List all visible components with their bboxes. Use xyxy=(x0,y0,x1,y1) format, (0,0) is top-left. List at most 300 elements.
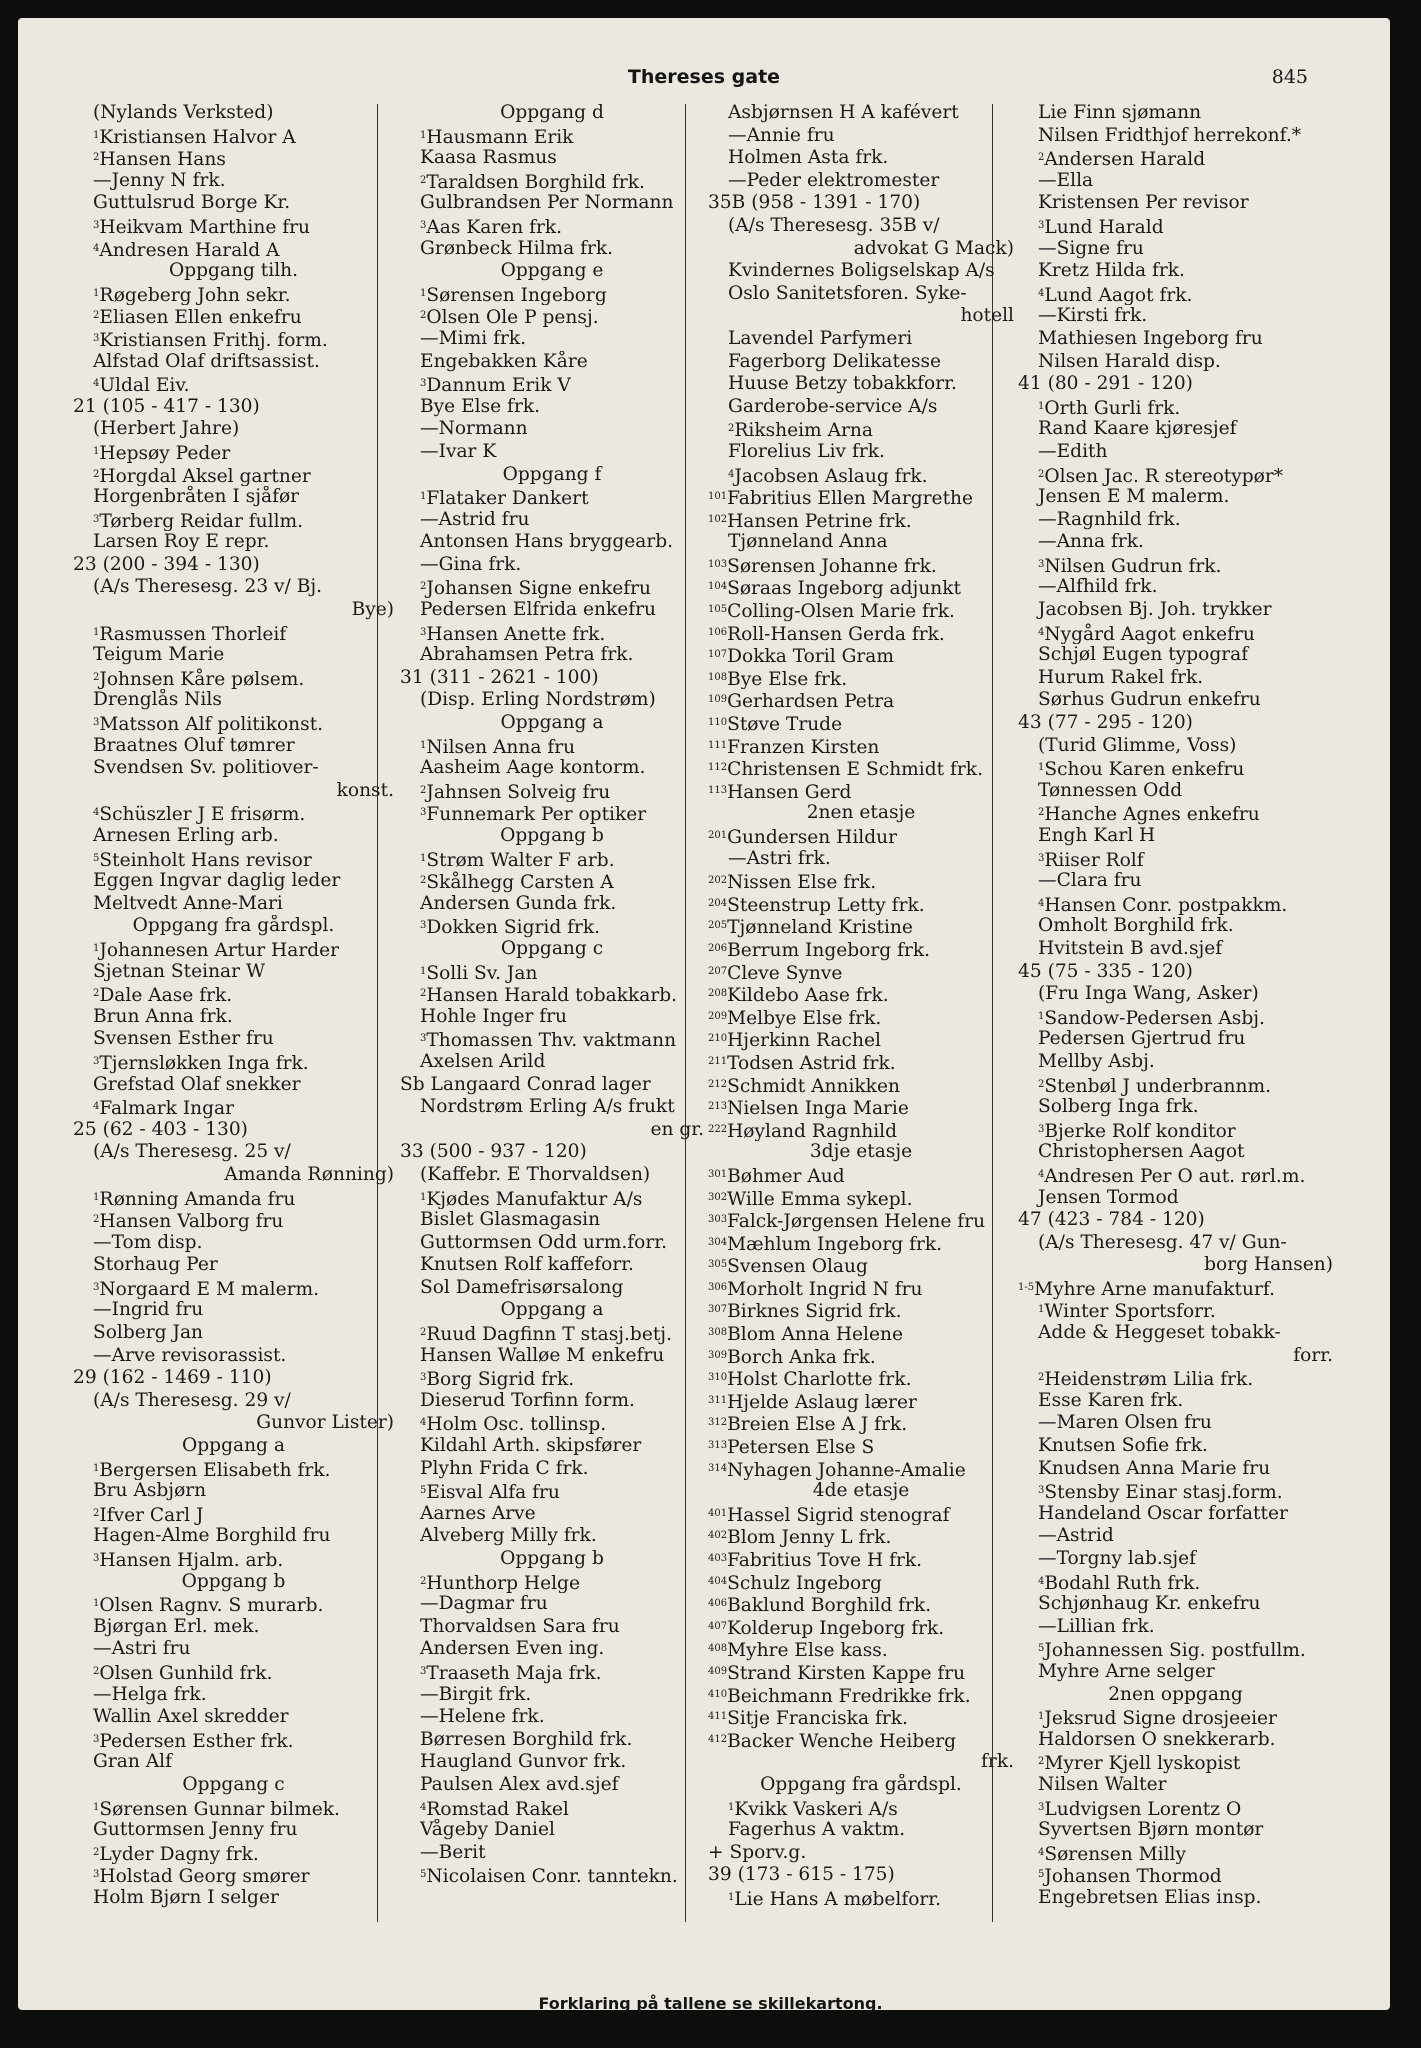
entry-text: Wille Emma sykepl. xyxy=(727,1188,913,1210)
entry-text: Bislet Glasmagasin xyxy=(420,1209,601,1231)
directory-entry xyxy=(73,961,394,984)
entry-text: Asbjørnsen H A kafévert xyxy=(728,102,959,123)
floor-number: 2 xyxy=(420,174,427,186)
floor-number: 3 xyxy=(93,1869,100,1881)
entry-text: Rasmussen Thorleif xyxy=(99,623,287,645)
entry-text: Steenstrup Letty frk. xyxy=(727,894,925,916)
floor-number: 1 xyxy=(1038,1711,1045,1723)
floor-number: 304 xyxy=(708,1236,728,1248)
directory-entry xyxy=(73,373,394,396)
entry-text: Borg Sigrid frk. xyxy=(426,1369,575,1390)
directory-entry xyxy=(1018,1051,1333,1074)
entry-text: Børresen Borghild frk. xyxy=(420,1728,633,1750)
directory-entry xyxy=(708,915,1014,938)
floor-number: 105 xyxy=(708,604,728,616)
floor-number: 1 xyxy=(420,965,427,977)
directory-entry xyxy=(73,1390,394,1413)
entry-text: Schou Karen enkefru xyxy=(1044,759,1245,780)
entry-text: Knutsen Sofie frk. xyxy=(1038,1435,1208,1457)
entry-text: Andersen Even ing. xyxy=(420,1638,605,1660)
directory-entry xyxy=(1018,757,1333,780)
entry-text: Jensen Tormod xyxy=(1038,1186,1179,1208)
directory-entry xyxy=(73,147,394,170)
entry-text: Sørensen Milly xyxy=(1044,1843,1186,1865)
directory-entry xyxy=(708,1006,1014,1029)
entry-text: (Kaffebr. E Thorvaldsen) xyxy=(420,1163,651,1185)
entry-text: Kjødes Manufaktur A/s xyxy=(426,1188,643,1210)
floor-number: 3 xyxy=(420,920,427,932)
entry-text: 39 (173 - 615 - 175) xyxy=(708,1864,895,1886)
entry-text: (Disp. Erling Nordstrøm) xyxy=(420,689,656,711)
directory-entry xyxy=(73,1006,394,1029)
entry-text: (A/s Theresesg. 25 v/ xyxy=(93,1141,291,1163)
directory-entry xyxy=(400,802,704,825)
floor-number: 1 xyxy=(728,1801,735,1813)
section-heading xyxy=(73,1774,394,1797)
entry-text: Bru Asbjørn xyxy=(93,1480,207,1502)
directory-entry xyxy=(708,509,1014,532)
entry-text: Baklund Borghild frk. xyxy=(727,1595,932,1616)
floor-number: 1 xyxy=(93,129,100,141)
entry-text: Sørensen Gunnar bilmek. xyxy=(99,1798,340,1820)
floor-number: 5 xyxy=(1038,1869,1045,1881)
entry-text: Melbye Else frk. xyxy=(727,1007,882,1029)
directory-entry xyxy=(1018,938,1333,961)
entry-text: Omholt Borghild frk. xyxy=(1038,915,1234,937)
directory-entry xyxy=(400,780,704,803)
directory-entry xyxy=(73,1209,394,1232)
directory-entry xyxy=(1018,125,1333,148)
directory-entry xyxy=(1018,1864,1333,1887)
entry-text: Uldal Eiv. xyxy=(99,375,190,396)
entry-text: Oslo Sanitetsforen. Syke- xyxy=(728,282,967,304)
directory-entry xyxy=(400,283,704,306)
floor-number: 3 xyxy=(1038,1801,1045,1813)
directory-entry xyxy=(73,441,394,464)
entry-text: Sol Damefrisørsalong xyxy=(420,1276,624,1298)
floor-number: 308 xyxy=(708,1327,728,1339)
directory-entry xyxy=(73,215,394,238)
directory-entry xyxy=(73,893,394,916)
directory-entry xyxy=(73,1819,394,1842)
floor-number: 303 xyxy=(708,1214,728,1226)
directory-entry xyxy=(73,599,394,622)
entry-text: Fagerhus A vaktm. xyxy=(728,1819,906,1841)
floor-number: 5 xyxy=(1038,1643,1045,1655)
directory-entry xyxy=(73,983,394,1006)
floor-number: 2 xyxy=(93,1507,100,1519)
directory-entry xyxy=(73,464,394,487)
entry-text: Winter Sportsforr. xyxy=(1044,1301,1216,1323)
floor-number: 2 xyxy=(420,581,427,593)
entry-text: Guttormsen Odd urm.forr. xyxy=(420,1231,668,1253)
entry-text: Falmark Ingar xyxy=(99,1098,235,1119)
entry-text: (A/s Theresesg. 35B v/ xyxy=(728,214,940,236)
directory-entry xyxy=(73,1616,394,1639)
entry-text: Holm Osc. tollinsp. xyxy=(426,1414,607,1436)
floor-number: 408 xyxy=(708,1643,728,1655)
floor-number: 108 xyxy=(708,671,728,683)
directory-entry xyxy=(708,1458,1014,1481)
entry-text: Søraas Ingeborg adjunkt xyxy=(727,578,962,600)
entry-text: Fagerborg Delikatesse xyxy=(728,350,942,372)
entry-text: Kvikk Vaskeri A/s xyxy=(734,1798,898,1820)
section-heading xyxy=(73,1571,394,1594)
floor-number: 3 xyxy=(420,626,427,638)
directory-entry xyxy=(400,1751,704,1774)
directory-entry xyxy=(708,1887,1014,1910)
directory-entry xyxy=(708,328,1014,351)
directory-entry xyxy=(73,328,394,351)
directory-entry xyxy=(400,1435,704,1458)
entry-text: Alveberg Milly frk. xyxy=(420,1525,597,1547)
entry-text: Hepsøy Peder xyxy=(99,442,231,464)
directory-entry xyxy=(708,373,1014,396)
directory-entry xyxy=(400,1503,704,1526)
floor-number: 3 xyxy=(420,1372,427,1384)
floor-number: 111 xyxy=(708,739,728,751)
entry-text: Nilsen Anna fru xyxy=(426,736,576,758)
entry-text: Johannessen Sig. postfullm. xyxy=(1044,1640,1306,1661)
directory-entry xyxy=(400,893,704,916)
directory-entry xyxy=(1018,1480,1333,1503)
directory-entry xyxy=(1018,576,1333,599)
directory-entry xyxy=(73,712,394,735)
entry-text: Rønning Amanda fru xyxy=(99,1188,296,1210)
directory-entry xyxy=(708,1842,1014,1865)
floor-number: 3 xyxy=(1038,219,1045,231)
entry-text: Oppgang a xyxy=(500,1299,604,1321)
entry-text: Mæhlum Ingeborg frk. xyxy=(727,1233,943,1255)
floor-number: 1 xyxy=(93,1801,100,1813)
directory-entry xyxy=(73,667,394,690)
entry-text: Engebakken Kåre xyxy=(420,350,588,372)
entry-text: Lavendel Parfymeri xyxy=(728,327,913,349)
directory-entry xyxy=(400,1345,704,1368)
floor-number: 1 xyxy=(93,287,100,299)
directory-entry xyxy=(400,1277,704,1300)
entry-text: Abrahamsen Petra frk. xyxy=(420,644,634,666)
floor-number: 312 xyxy=(708,1417,728,1429)
directory-entry xyxy=(73,735,394,758)
entry-text: —Signe fru xyxy=(1038,237,1144,259)
entry-text: 45 (75 - 335 - 120) xyxy=(1018,960,1193,982)
floor-number: 4 xyxy=(93,378,100,390)
entry-text: Bye) xyxy=(351,599,394,621)
directory-entry xyxy=(708,1684,1014,1707)
floor-number: 1 xyxy=(93,1191,100,1203)
directory-entry xyxy=(400,1119,704,1142)
entry-text: Tørberg Reidar fullm. xyxy=(99,510,304,532)
directory-entry xyxy=(73,1345,394,1368)
directory-entry xyxy=(73,554,394,577)
directory-entry xyxy=(400,1661,704,1684)
entry-text: borg Hansen) xyxy=(1204,1254,1333,1276)
entry-text: Syvertsen Bjørn montør xyxy=(1038,1819,1264,1841)
floor-number: 3 xyxy=(1038,852,1045,864)
floor-number: 301 xyxy=(708,1168,728,1180)
floor-number: 212 xyxy=(708,1078,728,1090)
entry-text: Larsen Roy E repr. xyxy=(93,531,270,553)
directory-entry xyxy=(400,1593,704,1616)
floor-number: 2 xyxy=(420,310,427,322)
entry-text: Matsson Alf politikonst. xyxy=(99,714,324,735)
entry-text: Bodahl Ruth frk. xyxy=(1044,1572,1201,1594)
entry-text: Eliasen Ellen enkefru xyxy=(99,307,302,328)
entry-text: Braatnes Oluf tømrer xyxy=(93,734,295,756)
entry-text: Plyhn Frida C frk. xyxy=(420,1457,589,1479)
directory-entry xyxy=(1018,1345,1333,1368)
entry-text: Arnesen Erling arb. xyxy=(93,825,279,846)
directory-entry xyxy=(73,1661,394,1684)
entry-text: Oppgang b xyxy=(181,1570,286,1592)
directory-entry xyxy=(1018,283,1333,306)
directory-column-1 xyxy=(73,102,394,1928)
floor-number: 2 xyxy=(728,423,735,435)
entry-text: Hansen Conr. postpakkm. xyxy=(1044,894,1288,916)
directory-entry xyxy=(73,1684,394,1707)
entry-text: Petersen Else S xyxy=(727,1437,875,1458)
entry-text: Hvitstein B avd.sjef xyxy=(1038,937,1223,959)
entry-text: Dokka Toril Gram xyxy=(727,646,895,667)
entry-text: Wallin Axel skredder xyxy=(93,1706,289,1728)
entry-text: Cleve Synve xyxy=(727,962,843,984)
entry-text: Berrum Ingeborg frk. xyxy=(727,939,931,961)
floor-number: 1 xyxy=(1038,1304,1045,1316)
entry-text: Johansen Thormod xyxy=(1044,1866,1222,1887)
entry-text: —Astri fru xyxy=(93,1638,191,1660)
section-heading xyxy=(73,260,394,283)
directory-entry xyxy=(1018,1571,1333,1594)
floor-number: 2 xyxy=(93,152,100,164)
entry-text: Franzen Kirsten xyxy=(727,736,880,758)
directory-entry xyxy=(400,215,704,238)
entry-text: —Maren Olsen fru xyxy=(1038,1412,1212,1434)
entry-text: Beichmann Fredrikke frk. xyxy=(727,1685,971,1707)
directory-entry xyxy=(400,1367,704,1390)
directory-entry xyxy=(708,735,1014,758)
directory-entry xyxy=(400,305,704,328)
directory-entry xyxy=(1018,1187,1333,1210)
floor-number: 106 xyxy=(708,626,728,638)
directory-entry xyxy=(400,961,704,984)
directory-entry xyxy=(1018,1729,1333,1752)
entry-text: Olsen Ragnv. S murarb. xyxy=(99,1595,324,1616)
entry-text: (Turid Glimme, Voss) xyxy=(1038,734,1237,756)
directory-entry xyxy=(708,712,1014,735)
entry-text: Skålhegg Carsten A xyxy=(426,872,614,893)
entry-text: Tønnessen Odd xyxy=(1038,779,1183,801)
section-heading xyxy=(400,102,704,125)
directory-entry xyxy=(1018,1593,1333,1616)
directory-entry xyxy=(400,1819,704,1842)
directory-entry xyxy=(73,1887,394,1910)
floor-number: 4 xyxy=(1038,1846,1045,1858)
directory-entry xyxy=(1018,1638,1333,1661)
directory-entry xyxy=(708,1096,1014,1119)
directory-entry xyxy=(1018,1797,1333,1820)
directory-entry xyxy=(708,1074,1014,1097)
entry-text: Svensen Olaug xyxy=(727,1256,868,1277)
directory-entry xyxy=(1018,238,1333,261)
directory-entry xyxy=(400,1187,704,1210)
floor-number: 107 xyxy=(708,649,728,661)
entry-text: Nilsen Walter xyxy=(1038,1773,1167,1795)
directory-entry xyxy=(400,1051,704,1074)
entry-text: Gundersen Hildur xyxy=(727,827,897,848)
entry-text: —Alfhild frk. xyxy=(1038,576,1158,598)
floor-number: 113 xyxy=(708,784,728,796)
directory-entry xyxy=(1018,486,1333,509)
directory-entry xyxy=(73,1842,394,1865)
entry-text: Holm Bjørn I selger xyxy=(93,1886,279,1908)
entry-text: Axelsen Arild xyxy=(420,1050,546,1072)
entry-text: Røgeberg John sekr. xyxy=(99,284,291,306)
directory-entry xyxy=(400,1864,704,1887)
entry-text: Kildahl Arth. skipsfører xyxy=(420,1435,642,1457)
floor-number: 1 xyxy=(420,1191,427,1203)
entry-text: + Sporv.g. xyxy=(708,1841,807,1863)
entry-text: Roll-Hansen Gerda frk. xyxy=(727,623,945,645)
floor-number: 112 xyxy=(708,762,728,774)
entry-text: —Kirsti frk. xyxy=(1038,305,1148,327)
floor-number: 401 xyxy=(708,1507,728,1519)
entry-text: Holmen Asta frk. xyxy=(728,147,889,169)
floor-number: 1 xyxy=(1038,1010,1045,1022)
entry-text: Paulsen Alex avd.sjef xyxy=(420,1773,619,1795)
entry-text: Guttulsrud Borge Kr. xyxy=(93,192,291,214)
directory-entry xyxy=(400,1254,704,1277)
directory-entry xyxy=(1018,1390,1333,1413)
directory-entry xyxy=(1018,1503,1333,1526)
entry-text: Oppgang a xyxy=(182,1435,285,1457)
entry-text: Myhre Arne selger xyxy=(1038,1660,1215,1682)
directory-entry xyxy=(1018,1006,1333,1029)
directory-entry xyxy=(73,1277,394,1300)
entry-text: Mellby Asbj. xyxy=(1038,1050,1155,1072)
entry-text: Svendsen Sv. politiover- xyxy=(93,757,319,779)
entry-text: Romstad Rakel xyxy=(426,1798,569,1820)
entry-text: Oppgang b xyxy=(500,1548,604,1569)
entry-text: Dannum Erik V xyxy=(426,375,571,396)
entry-text: Christophersen Aagot xyxy=(1038,1141,1245,1163)
directory-entry xyxy=(708,351,1014,374)
entry-text: —Dagmar fru xyxy=(420,1593,548,1615)
directory-entry xyxy=(73,1119,394,1142)
directory-entry xyxy=(73,396,394,419)
entry-text: Schüszler J E frisørm. xyxy=(99,804,306,825)
entry-text: 35B (958 - 1391 - 170) xyxy=(708,192,921,214)
entry-text: Flataker Dankert xyxy=(426,488,589,509)
entry-text: —Jenny N frk. xyxy=(93,169,226,191)
directory-entry xyxy=(400,622,704,645)
entry-text: Jahnsen Solveig fru xyxy=(426,781,611,803)
directory-entry xyxy=(1018,1322,1333,1345)
floor-number: 102 xyxy=(708,513,728,525)
directory-entry xyxy=(1018,305,1333,328)
floor-number: 4 xyxy=(420,1801,427,1813)
entry-text: Haldorsen O snekkerarb. xyxy=(1038,1728,1276,1750)
directory-entry xyxy=(1018,1435,1333,1458)
entry-text: Fabritius Tove H frk. xyxy=(727,1550,923,1571)
floor-number: 1 xyxy=(420,129,427,141)
directory-entry xyxy=(73,1232,394,1255)
entry-text: Lund Harald xyxy=(1044,216,1164,238)
entry-text: Traaseth Maja frk. xyxy=(426,1662,602,1684)
floor-number: 3 xyxy=(420,1665,427,1677)
directory-entry xyxy=(400,983,704,1006)
directory-entry xyxy=(708,757,1014,780)
directory-entry xyxy=(708,1345,1014,1368)
directory-entry xyxy=(1018,1074,1333,1097)
directory-entry xyxy=(708,1751,1014,1774)
directory-entry xyxy=(708,667,1014,690)
entry-text: Oppgang b xyxy=(500,825,604,846)
directory-entry xyxy=(400,599,704,622)
directory-entry xyxy=(1018,170,1333,193)
directory-entry xyxy=(73,125,394,148)
floor-number: 103 xyxy=(708,558,728,570)
directory-entry xyxy=(1018,961,1333,984)
floor-number: 4 xyxy=(93,807,100,819)
entry-text: Huuse Betzy tobakkforr. xyxy=(728,373,957,395)
entry-text: Vågeby Daniel xyxy=(420,1819,555,1841)
directory-entry xyxy=(73,1751,394,1774)
floor-number: 1 xyxy=(420,287,427,299)
entry-text: hotell xyxy=(960,305,1014,327)
entry-text: Nyhagen Johanne-Amalie xyxy=(727,1459,966,1481)
directory-entry xyxy=(400,1141,704,1164)
directory-entry xyxy=(73,1729,394,1752)
directory-entry xyxy=(708,147,1014,170)
section-heading xyxy=(1018,1684,1333,1707)
directory-entry xyxy=(708,1164,1014,1187)
floor-number: 2 xyxy=(93,468,100,480)
directory-entry xyxy=(400,328,704,351)
directory-entry xyxy=(400,192,704,215)
directory-entry xyxy=(400,554,704,577)
entry-text: Thorvaldsen Sara fru xyxy=(420,1615,620,1637)
directory-entry xyxy=(73,1187,394,1210)
entry-text: Holst Charlotte frk. xyxy=(727,1369,912,1390)
entry-text: Aas Karen frk. xyxy=(426,216,563,238)
directory-entry xyxy=(400,351,704,374)
section-heading xyxy=(400,1548,704,1571)
directory-entry xyxy=(1018,915,1333,938)
directory-entry xyxy=(73,1593,394,1616)
floor-number: 3 xyxy=(420,219,427,231)
floor-number: 5 xyxy=(93,852,100,864)
directory-entry xyxy=(400,1729,704,1752)
floor-number: 208 xyxy=(708,988,728,1000)
floor-number: 404 xyxy=(708,1575,728,1587)
floor-number: 1 xyxy=(420,852,427,864)
directory-entry xyxy=(400,238,704,261)
footer-note: Forklaring på tallene se skillekartong. xyxy=(538,1994,883,2013)
section-heading xyxy=(400,712,704,735)
floor-number: 402 xyxy=(708,1530,728,1542)
directory-entry xyxy=(1018,780,1333,803)
entry-text: Borch Anka frk. xyxy=(727,1346,876,1368)
directory-entry xyxy=(73,1480,394,1503)
floor-number: 311 xyxy=(708,1394,728,1406)
directory-entry xyxy=(73,1864,394,1887)
entry-text: Hausmann Erik xyxy=(426,126,574,148)
entry-text: Hansen Hans xyxy=(99,149,226,170)
entry-text: Johannesen Artur Harder xyxy=(99,939,340,961)
directory-entry xyxy=(1018,712,1333,735)
directory-entry xyxy=(73,1074,394,1097)
